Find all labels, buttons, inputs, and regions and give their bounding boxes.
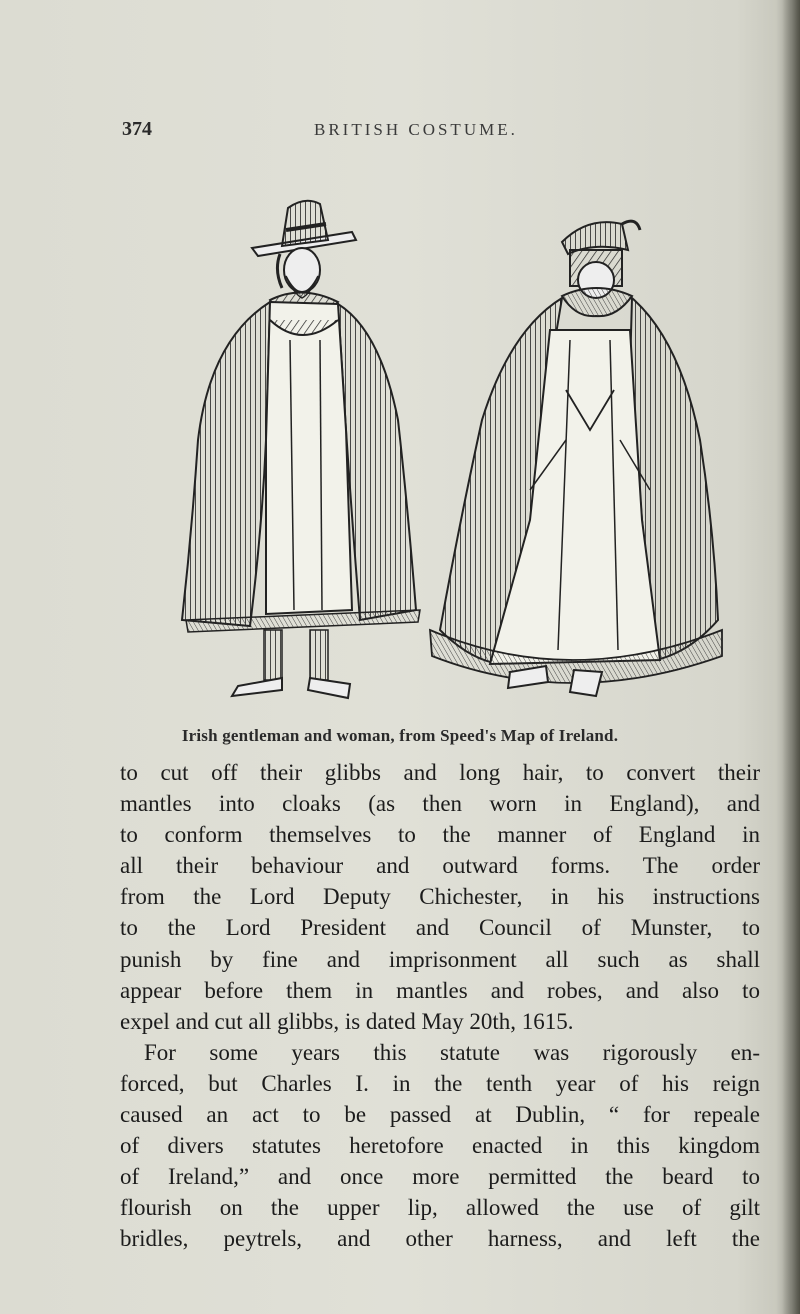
running-head bbox=[122, 118, 722, 142]
figure-caption: Irish gentleman and woman, from Speed's Map of Ireland. bbox=[181, 726, 619, 745]
text-line: to cut off their glibbs and long hair, to convert their bbox=[120, 760, 760, 785]
text-line: expel and cut all glibbs, is dated May 20th, 1615. bbox=[120, 1008, 574, 1034]
text-line: caused an act to be passed at Dublin, “ for repeale bbox=[120, 1102, 760, 1128]
running-title: BRITISH COSTUME. bbox=[314, 120, 518, 139]
text-line: of divers statutes heretofore enacted in this kingdom bbox=[120, 1133, 760, 1159]
text-line: For some years this statute was rigorously en- bbox=[144, 1039, 760, 1065]
text-line: from the Lord Deputy Chichester, in his instructions bbox=[120, 884, 760, 910]
text-line: flourish on the upper lip, allowed the use of gilt bbox=[120, 1195, 760, 1221]
text-line: mantles into cloaks (as then worn in England), and bbox=[120, 791, 760, 817]
page-number: 374 bbox=[122, 118, 152, 140]
text-line: to the Lord President and Council of Munster, to bbox=[120, 915, 760, 941]
text-line: of Ireland,” and once more permitted the beard to bbox=[120, 1164, 760, 1190]
text-line: bridles, peytrels, and other harness, and left the bbox=[120, 1226, 760, 1252]
text-line: appear before them in mantles and robes, and also to bbox=[120, 977, 760, 1003]
body-text bbox=[120, 757, 760, 1255]
page-edge-shadow bbox=[782, 0, 800, 1314]
engraving-illustration bbox=[170, 190, 730, 720]
text-line: to conform themselves to the manner of England in bbox=[120, 822, 760, 848]
text-line: all their behaviour and outward forms. The order bbox=[120, 853, 760, 879]
woman-figure bbox=[430, 221, 722, 696]
text-line: forced, but Charles I. in the tenth year of his reign bbox=[120, 1070, 760, 1096]
gentleman-figure bbox=[182, 201, 420, 698]
text-line: punish by fine and imprisonment all such as shall bbox=[120, 946, 760, 972]
